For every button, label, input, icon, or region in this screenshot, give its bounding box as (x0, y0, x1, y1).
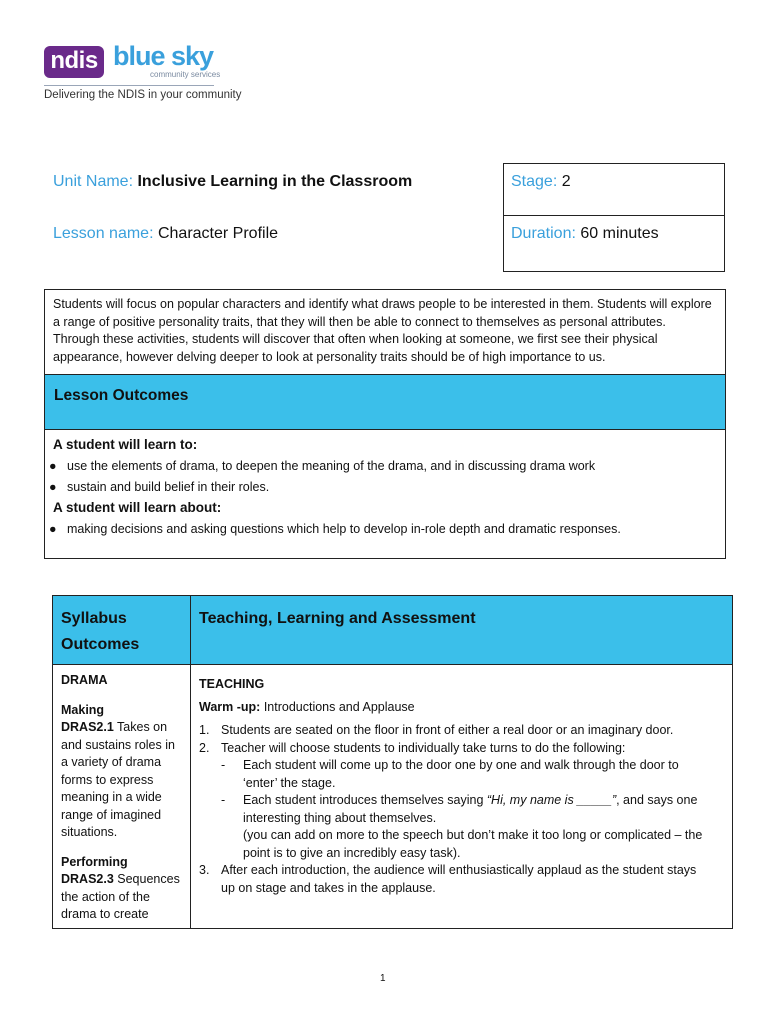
making-label: Making (61, 702, 105, 717)
bullet-icon: ● (49, 522, 57, 536)
sub-item-text: , and says one (616, 793, 698, 807)
header-line: Outcomes (61, 636, 140, 653)
sub-item-text: point is to give an incredibly easy task). (243, 845, 461, 860)
teaching-cell (199, 676, 729, 897)
performing-label: Performing (61, 854, 128, 869)
page-number: 1 (380, 973, 386, 984)
list-item (199, 740, 729, 758)
sub-item-text: Each student will come up to the door one by one and walk through the door to (243, 758, 679, 772)
dras21-line: and sustains roles in (61, 737, 175, 752)
header-line: Syllabus (61, 610, 127, 627)
bullet-icon: ● (49, 480, 57, 494)
sub-item-text: (you can add on more to the speech but don’t make it too long or complicated – the (243, 828, 703, 842)
stage-label: Stage: (511, 173, 558, 190)
list-item (49, 480, 269, 494)
duration-label: Duration: (511, 225, 576, 242)
dras23 (61, 871, 186, 889)
duration (511, 225, 659, 243)
dras21-line: a variety of drama (61, 755, 162, 769)
list-item-text: making decisions and asking questions which help to develop in-role depth and dramatic responses. (67, 522, 621, 536)
sub-item-text: Each student introduces themselves saying (243, 793, 487, 807)
step-text: After each introduction, the audience will enthusiastically applaud as the student stays (221, 863, 697, 877)
warmup-text: Introductions and Applause (260, 699, 415, 714)
duration-value: 60 minutes (580, 225, 659, 242)
list-item (49, 459, 595, 473)
step-number: 1. (199, 723, 210, 737)
blue-sky-logo: blue sky (113, 41, 214, 71)
sub-item-text: interesting thing about themselves. (243, 810, 437, 825)
dras21-line: range of imagined (61, 807, 162, 822)
column-divider (190, 596, 191, 928)
unit-name-label: Unit Name: (53, 173, 134, 190)
learn-about-heading: A student will learn about: (53, 500, 222, 515)
stage-duration-box (503, 163, 725, 272)
warmup-label: Warm -up: (199, 699, 261, 714)
list-item-text: sustain and build belief in their roles. (67, 480, 270, 494)
syllabus-table (52, 595, 733, 929)
dras23-line: drama to create (61, 907, 149, 921)
unit-name-value: Inclusive Learning in the Classroom (137, 173, 413, 190)
lesson-name-value: Character Profile (157, 225, 279, 242)
list-item (49, 522, 621, 536)
step-number: 2. (199, 740, 210, 755)
dras23-code: DRAS2.3 (61, 872, 114, 886)
teaching-label: TEACHING (199, 677, 265, 691)
dras23-line: the action of the (61, 889, 150, 904)
unit-name (53, 173, 412, 191)
dras21-line: situations. (61, 825, 118, 839)
sub-item-text: ‘enter’ the stage. (243, 775, 336, 790)
sub-item: - Each student will come up to the door one by one and walk through the door to (221, 758, 679, 772)
logo-divider (44, 85, 214, 86)
logo-tagline: Delivering the NDIS in your community (44, 89, 242, 101)
dras21-text: Takes on (113, 720, 168, 734)
teaching-header: Teaching, Learning and Assessment (199, 610, 476, 627)
step-number: 3. (199, 863, 210, 877)
bullet-icon: ● (49, 459, 57, 473)
lesson-overview (44, 289, 726, 559)
learn-to-heading: A student will learn to: (53, 437, 198, 452)
sub-item-quote: “Hi, my name is _____” (486, 793, 617, 807)
syllabus-outcomes-cell (61, 672, 186, 924)
list-item-text: use the elements of drama, to deepen the meaning of the drama, and in discussing drama work (67, 459, 596, 473)
lesson-name (53, 225, 278, 243)
dras21-line: meaning in a wide (61, 790, 162, 804)
lesson-outcomes-header (45, 374, 725, 430)
stage-value: 2 (561, 173, 571, 190)
list-item (199, 722, 729, 740)
blue-sky-subtitle: community services (150, 70, 221, 79)
step-text: Students are seated on the floor in front of either a real door or an imaginary door. (221, 723, 674, 737)
syllabus-outcomes-header (61, 606, 139, 658)
lesson-description: Students will focus on popular characters and identify what draws people to be interested in them. Students will explore a range of positive personality traits, that they will then be able to connect to themselves as personal attributes. Through these activities, students will discover that often when looking at someone, we first see their physical appearance, however delving deeper to look at personality traits should be of high importance to us. (53, 297, 712, 364)
unit-info (44, 163, 503, 272)
step-text: up on stage and takes in the applause. (221, 880, 436, 895)
dras21 (61, 719, 186, 737)
warmup (199, 699, 729, 717)
sub-item: - Each student introduces themselves saying “Hi, my name is _____”, and says one (221, 793, 698, 807)
drama-label: DRAMA (61, 673, 108, 687)
ndis-logo: ndis (44, 46, 104, 78)
box-divider (503, 215, 725, 216)
step-text: Teacher will choose students to individually take turns to do the following: (221, 740, 626, 755)
dras21-code: DRAS2.1 (61, 720, 114, 734)
list-item (199, 862, 729, 880)
lesson-name-label: Lesson name: (53, 225, 154, 242)
dras23-text: Sequences (113, 872, 180, 886)
stage (511, 173, 571, 191)
dras21-line: forms to express (61, 772, 154, 787)
lesson-outcomes-title: Lesson Outcomes (54, 387, 189, 404)
